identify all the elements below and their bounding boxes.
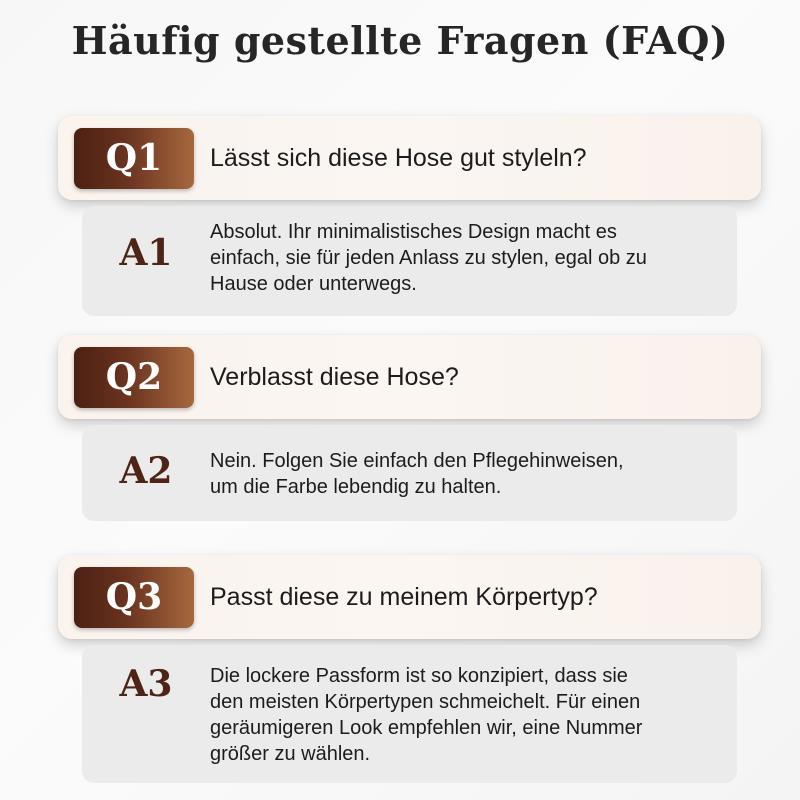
question-card-3[interactable] xyxy=(58,555,761,639)
answer-text-1 xyxy=(210,219,727,297)
answer-line: um die Farbe lebendig zu halten. xyxy=(210,476,502,498)
answer-line: geräumigeren Look empfehlen wir, eine Nummer xyxy=(210,717,643,739)
faq-item-3 xyxy=(0,555,800,765)
question-badge-2: Q2 xyxy=(74,347,194,408)
question-card-2[interactable] xyxy=(58,335,761,419)
answer-line: Hause oder unterwegs. xyxy=(210,273,417,295)
question-badge-1: Q1 xyxy=(74,128,194,189)
question-text-3: Passt diese zu meinem Körpertyp? xyxy=(210,583,598,611)
answer-card-3 xyxy=(82,645,737,783)
page-title: Häufig gestellte Fragen (FAQ) xyxy=(71,18,729,63)
answer-line: den meisten Körpertypen schmeichelt. Für einen xyxy=(210,691,641,713)
answer-line: Die lockere Passform ist so konzipiert, dass sie xyxy=(210,665,628,687)
answer-line: größer zu wählen. xyxy=(210,743,371,765)
answer-card-1 xyxy=(82,206,737,316)
faq-item-1 xyxy=(0,116,800,316)
answer-badge-3: A3 xyxy=(119,663,173,705)
question-text-1: Lässt sich diese Hose gut styleln? xyxy=(210,144,587,172)
question-card-1[interactable] xyxy=(58,116,761,200)
faq-item-2 xyxy=(0,335,800,535)
answer-badge-2: A2 xyxy=(119,450,173,492)
answer-line: Nein. Folgen Sie einfach den Pflegehinweisen, xyxy=(210,450,624,472)
answer-text-3 xyxy=(210,663,727,767)
answer-badge-1: A1 xyxy=(119,232,173,274)
answer-card-2 xyxy=(82,425,737,521)
answer-line: einfach, sie für jeden Anlass zu stylen, egal ob zu xyxy=(210,247,647,269)
question-badge-3: Q3 xyxy=(74,567,194,628)
answer-text-2 xyxy=(210,448,727,500)
answer-line: Absolut. Ihr minimalistisches Design macht es xyxy=(210,221,617,243)
question-text-2: Verblasst diese Hose? xyxy=(210,363,459,391)
